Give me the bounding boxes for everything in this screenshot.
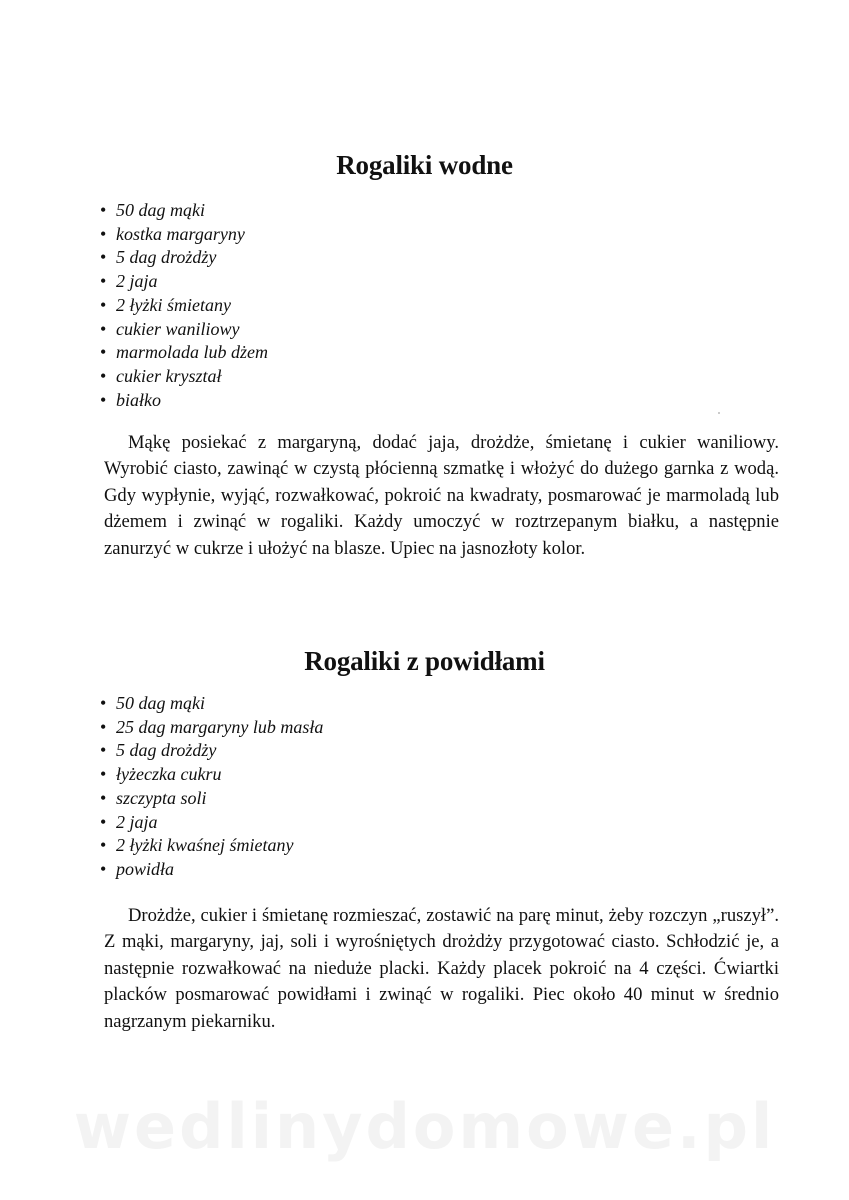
ingredient-item: • 50 dag mąki [100,692,323,716]
ingredient-item: • szczypta soli [100,787,323,811]
ingredient-item: • 2 jaja [100,811,323,835]
ingredient-list [100,692,323,882]
ingredient-item: • 2 jaja [100,270,268,294]
scan-speck [718,412,720,414]
ingredient-item: • 25 dag margaryny lub masła [100,716,323,740]
ingredient-item: • łyżeczka cukru [100,763,323,787]
ingredient-list [100,199,268,412]
ingredient-item: • marmolada lub dżem [100,341,268,365]
ingredient-item: • 5 dag drożdży [100,739,323,763]
ingredient-item: • cukier kryształ [100,365,268,389]
watermark: wedlinydomowe.pl [73,1090,776,1163]
ingredient-item: • powidła [100,858,323,882]
ingredient-item: • 50 dag mąki [100,199,268,223]
ingredient-item: • 2 łyżki kwaśnej śmietany [100,834,323,858]
ingredient-item: • cukier waniliowy [100,318,268,342]
recipe-method: Mąkę posiekać z margaryną, dodać jaja, drożdże, śmietanę i cukier waniliowy. Wyrobić ciasto, zawinąć w czystą płócienną szmatkę i włożyć do dużego garnka z wodą. Gdy wypłynie, wyjąć, rozwałkować, pokroić na kwadraty, posmarować je marmoladą lub dżemem i zwinąć w rogaliki. Każdy umoczyć w roztrzepanym białku, a następnie zanurzyć w cukrze i ułożyć na blasze. Upiec na jasnozłoty kolor. [104,432,779,559]
ingredient-item: • białko [100,389,268,413]
ingredient-item: • 5 dag drożdży [100,246,268,270]
ingredient-item: • 2 łyżki śmietany [100,294,268,318]
recipe-title: Rogaliki wodne [336,150,513,180]
recipe-title: Rogaliki z powidłami [304,646,545,676]
ingredient-item: • kostka margaryny [100,223,268,247]
recipe-method: Drożdże, cukier i śmietanę rozmieszać, zostawić na parę minut, żeby rozczyn „ruszył”. Z mąki, margaryny, jaj, soli i wyrośniętych drożdży przygotować ciasto. Schłodzić je, a następnie rozwałkować na nieduże placki. Każdy placek pokroić na 4 części. Ćwiartki placków posmarować powidłami i zwinąć w rogaliki. Piec około 40 minut w średnio nagrzanym piekarniku. [104,905,779,1032]
